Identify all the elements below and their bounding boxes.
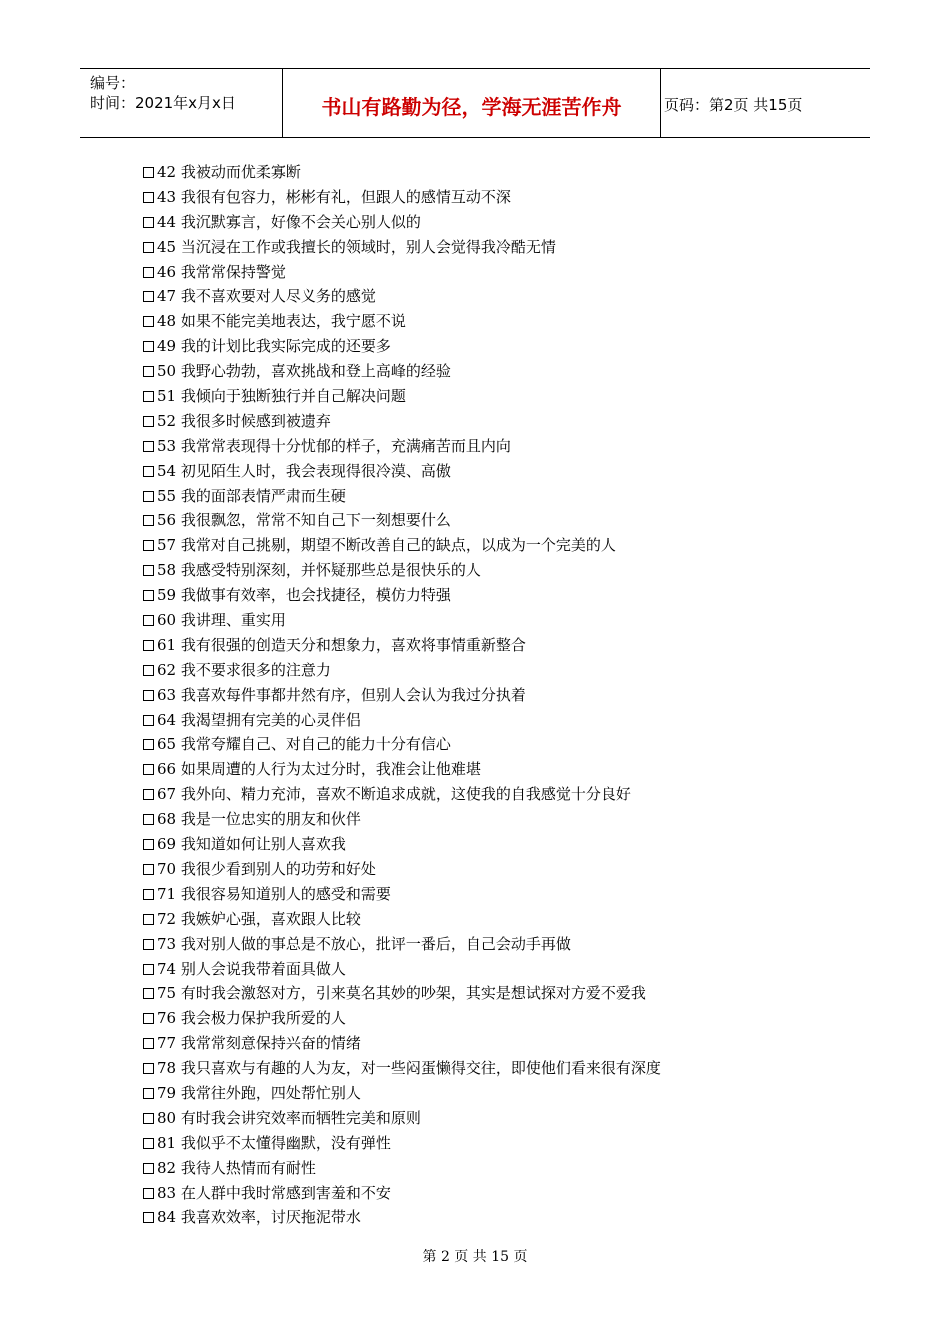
checkbox[interactable] — [143, 267, 154, 278]
list-item-text: 71 我很容易知道别人的感受和需要 — [157, 884, 391, 903]
list-item-text: 83 在人群中我时常感到害羞和不安 — [157, 1183, 391, 1202]
list-item-text: 57 我常对自己挑剔，期望不断改善自己的缺点，以成为一个完美的人 — [157, 536, 616, 555]
checkbox[interactable] — [143, 366, 154, 377]
checkbox[interactable] — [143, 416, 154, 427]
checkbox[interactable] — [143, 1013, 154, 1024]
list-item-text: 73 我对别人做的事总是不放心，批评一番后，自己会动手再做 — [157, 934, 571, 953]
checkbox[interactable] — [143, 1163, 154, 1174]
checkbox[interactable] — [143, 515, 154, 526]
checkbox[interactable] — [143, 441, 154, 452]
list-item-text: 81 我似乎不太懂得幽默，没有弹性 — [157, 1133, 391, 1152]
list-item — [143, 907, 843, 932]
list-item-text: 61 我有很强的创造天分和想象力，喜欢将事情重新整合 — [157, 635, 526, 654]
list-item-text: 63 我喜欢每件事都井然有序，但别人会认为我过分执着 — [157, 685, 526, 704]
list-item — [143, 558, 843, 583]
list-item — [143, 384, 843, 409]
header-page-number: 页码：第2页 共15页 — [664, 96, 803, 114]
list-item-text: 80 有时我会讲究效率而牺牲完美和原则 — [157, 1108, 421, 1127]
list-item — [143, 185, 843, 210]
list-item — [143, 508, 843, 533]
checkbox[interactable] — [143, 789, 154, 800]
checkbox[interactable] — [143, 192, 154, 203]
list-item-text: 58 我感受特别深刻，并怀疑那些总是很快乐的人 — [157, 561, 481, 580]
checkbox[interactable] — [143, 491, 154, 502]
checkbox[interactable] — [143, 316, 154, 327]
checkbox[interactable] — [143, 291, 154, 302]
list-item — [143, 484, 843, 509]
checkbox[interactable] — [143, 764, 154, 775]
checkbox[interactable] — [143, 640, 154, 651]
list-item — [143, 782, 843, 807]
list-item — [143, 981, 843, 1006]
list-item — [143, 957, 843, 982]
checkbox[interactable] — [143, 1088, 154, 1099]
list-item — [143, 1131, 843, 1156]
list-item-text: 84 我喜欢效率，讨厌拖泥带水 — [157, 1208, 361, 1227]
list-item-text: 47 我不喜欢要对人尽义务的感觉 — [157, 287, 376, 306]
list-item — [143, 732, 843, 757]
list-item-text: 69 我知道如何让别人喜欢我 — [157, 835, 346, 854]
list-item — [143, 235, 843, 260]
checkbox[interactable] — [143, 814, 154, 825]
checkbox[interactable] — [143, 864, 154, 875]
list-item-text: 66 如果周遭的人行为太过分时，我准会让他难堪 — [157, 760, 481, 779]
list-item-text: 70 我很少看到别人的功劳和好处 — [157, 859, 376, 878]
list-item-text: 43 我很有包容力，彬彬有礼，但跟人的感情互动不深 — [157, 187, 511, 206]
list-item — [143, 882, 843, 907]
list-item — [143, 309, 843, 334]
list-item-text: 64 我渴望拥有完美的心灵伴侣 — [157, 710, 361, 729]
list-item-text: 78 我只喜欢与有趣的人为友，对一些闷蛋懒得交往，即使他们看来很有深度 — [157, 1059, 661, 1078]
checkbox[interactable] — [143, 1212, 154, 1223]
list-item-text: 46 我常常保持警觉 — [157, 262, 286, 281]
list-item — [143, 583, 843, 608]
list-item — [143, 633, 843, 658]
list-item-text: 50 我野心勃勃，喜欢挑战和登上高峰的经验 — [157, 362, 451, 381]
list-item — [143, 832, 843, 857]
checkbox[interactable] — [143, 590, 154, 601]
list-item — [143, 533, 843, 558]
checkbox[interactable] — [143, 540, 154, 551]
header-page-cell — [661, 69, 870, 137]
list-item — [143, 807, 843, 832]
list-item — [143, 1156, 843, 1181]
page-header — [80, 68, 870, 138]
checkbox[interactable] — [143, 1113, 154, 1124]
checkbox[interactable] — [143, 665, 154, 676]
checkbox[interactable] — [143, 391, 154, 402]
checkbox[interactable] — [143, 1063, 154, 1074]
checkbox[interactable] — [143, 615, 154, 626]
checkbox[interactable] — [143, 565, 154, 576]
checkbox[interactable] — [143, 964, 154, 975]
list-item-text: 82 我待人热情而有耐性 — [157, 1158, 316, 1177]
list-item — [143, 1205, 843, 1230]
list-item-text: 59 我做事有效率，也会找捷径，模仿力特强 — [157, 586, 451, 605]
list-item — [143, 160, 843, 185]
list-item — [143, 857, 843, 882]
list-item-text: 44 我沉默寡言，好像不会关心别人似的 — [157, 212, 421, 231]
checkbox[interactable] — [143, 690, 154, 701]
document-number-label: 编号： — [90, 74, 136, 92]
checkbox[interactable] — [143, 988, 154, 999]
list-item — [143, 1181, 843, 1206]
list-item-text: 67 我外向、精力充沛，喜欢不断追求成就，这使我的自我感觉十分良好 — [157, 785, 631, 804]
list-item — [143, 434, 843, 459]
list-item-text: 74 别人会说我带着面具做人 — [157, 959, 346, 978]
list-item-text: 48 如果不能完美地表达，我宁愿不说 — [157, 312, 406, 331]
list-item-text: 65 我常夸耀自己、对自己的能力十分有信心 — [157, 735, 451, 754]
list-item — [143, 932, 843, 957]
checkbox[interactable] — [143, 914, 154, 925]
checkbox[interactable] — [143, 889, 154, 900]
checkbox[interactable] — [143, 739, 154, 750]
header-info-cell — [80, 69, 283, 137]
checkbox[interactable] — [143, 242, 154, 253]
list-item-text: 62 我不要求很多的注意力 — [157, 660, 331, 679]
list-item-text: 55 我的面部表情严肃而生硬 — [157, 486, 346, 505]
page-footer: 第 2 页 共 15 页 — [422, 1249, 528, 1265]
questionnaire-list — [143, 160, 843, 1230]
list-item-text: 52 我很多时候感到被遗弃 — [157, 411, 331, 430]
list-item-text: 54 初见陌生人时，我会表现得很冷漠、高傲 — [157, 461, 451, 480]
list-item — [143, 334, 843, 359]
list-item — [143, 459, 843, 484]
list-item — [143, 708, 843, 733]
list-item — [143, 1006, 843, 1031]
header-motto: 书山有路勤为径，学海无涯苦作舟 — [321, 95, 622, 119]
list-item — [143, 1081, 843, 1106]
list-item — [143, 658, 843, 683]
list-item — [143, 757, 843, 782]
list-item — [143, 683, 843, 708]
list-item-text: 75 有时我会激怒对方，引来莫名其妙的吵架，其实是想试探对方爱不爱我 — [157, 984, 646, 1003]
list-item-text: 60 我讲理、重实用 — [157, 611, 286, 630]
checkbox[interactable] — [143, 1188, 154, 1199]
list-item-text: 79 我常往外跑，四处帮忙别人 — [157, 1083, 361, 1102]
list-item — [143, 260, 843, 285]
checkbox[interactable] — [143, 167, 154, 178]
list-item — [143, 409, 843, 434]
checkbox[interactable] — [143, 341, 154, 352]
list-item-text: 68 我是一位忠实的朋友和伙伴 — [157, 810, 361, 829]
list-item-text: 76 我会极力保护我所爱的人 — [157, 1009, 346, 1028]
list-item — [143, 1056, 843, 1081]
document-time-label: 时间：2021年x月x日 — [90, 94, 236, 112]
list-item-text: 77 我常常刻意保持兴奋的情绪 — [157, 1034, 361, 1053]
list-item — [143, 1031, 843, 1056]
list-item — [143, 608, 843, 633]
list-item-text: 53 我常常表现得十分忧郁的样子，充满痛苦而且内向 — [157, 436, 511, 455]
list-item-text: 51 我倾向于独断独行并自己解决问题 — [157, 387, 406, 406]
checkbox[interactable] — [143, 939, 154, 950]
list-item-text: 42 我被动而优柔寡断 — [157, 163, 301, 181]
list-item-text: 49 我的计划比我实际完成的还要多 — [157, 337, 391, 356]
list-item-text: 56 我很飘忽，常常不知自己下一刻想要什么 — [157, 511, 451, 530]
header-motto-cell — [283, 69, 661, 137]
checkbox[interactable] — [143, 1138, 154, 1149]
list-item — [143, 284, 843, 309]
list-item-text: 45 当沉浸在工作或我擅长的领域时，别人会觉得我冷酷无情 — [157, 237, 556, 256]
checkbox[interactable] — [143, 466, 154, 477]
checkbox[interactable] — [143, 217, 154, 228]
checkbox[interactable] — [143, 839, 154, 850]
list-item — [143, 210, 843, 235]
list-item — [143, 359, 843, 384]
list-item — [143, 1106, 843, 1131]
checkbox[interactable] — [143, 715, 154, 726]
checkbox[interactable] — [143, 1038, 154, 1049]
list-item-text: 72 我嫉妒心强，喜欢跟人比较 — [157, 909, 361, 928]
